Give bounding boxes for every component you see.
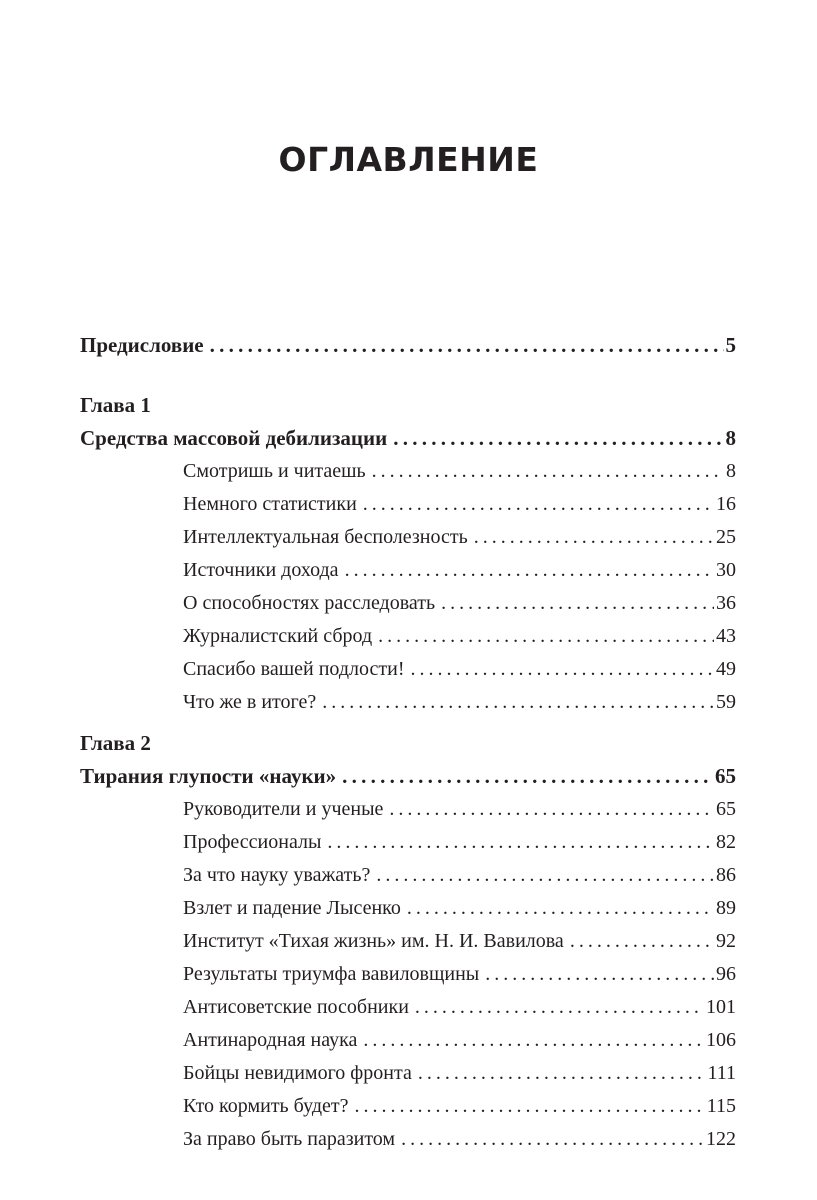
entry-page: 59: [716, 691, 736, 713]
entry-page: 43: [716, 625, 736, 647]
dot-leader: [372, 455, 724, 488]
entry-title: Институт «Тихая жизнь» им. Н. И. Вавилова: [183, 930, 564, 952]
dot-leader: [389, 793, 714, 826]
toc-entry-section[interactable]: [80, 826, 736, 859]
dot-leader: [410, 653, 714, 686]
dot-leader: [345, 554, 714, 587]
entry-title: Немного статистики: [183, 493, 357, 515]
entry-title: Смотришь и читаешь: [183, 460, 366, 482]
toc-entry-preface[interactable]: [80, 329, 736, 362]
table-of-contents: [80, 329, 736, 1156]
entry-page: 86: [716, 864, 736, 886]
entry-title: Тирания глупости «науки»: [80, 764, 337, 788]
dot-leader: [363, 1024, 704, 1057]
entry-title: Журналистский сброд: [183, 625, 373, 647]
dot-leader: [407, 892, 714, 925]
entry-page: 16: [716, 493, 736, 515]
dot-leader: [401, 1123, 704, 1156]
dot-leader: [570, 925, 714, 958]
entry-title: Взлет и падение Лысенко: [183, 897, 401, 919]
toc-entry-section[interactable]: [80, 1057, 736, 1090]
dot-leader: [376, 859, 714, 892]
toc-entry-section[interactable]: [80, 991, 736, 1024]
dot-leader: [441, 587, 714, 620]
toc-entry-section[interactable]: [80, 521, 736, 554]
dot-leader: [322, 686, 714, 719]
entry-page: 49: [716, 658, 736, 680]
entry-title: Что же в итоге?: [183, 691, 317, 713]
entry-page: 30: [716, 559, 736, 581]
toc-entry-section[interactable]: [80, 455, 736, 488]
dot-leader: [474, 521, 714, 554]
toc-entry-section[interactable]: [80, 793, 736, 826]
entry-title: Профессионалы: [183, 831, 322, 853]
toc-entry-section[interactable]: [80, 925, 736, 958]
entry-title: Кто кормить будет?: [183, 1095, 349, 1117]
dot-leader: [485, 958, 714, 991]
entry-title: Антинародная наука: [183, 1029, 358, 1051]
toc-entry-section[interactable]: [80, 653, 736, 686]
dot-leader: [415, 991, 704, 1024]
toc-entry-chapter[interactable]: [80, 422, 736, 455]
dot-leader: [210, 329, 724, 362]
entry-page: 8: [725, 426, 736, 450]
entry-page: 89: [716, 897, 736, 919]
dot-leader: [418, 1057, 706, 1090]
toc-entry-section[interactable]: [80, 1090, 736, 1123]
entry-page: 65: [716, 798, 736, 820]
toc-entry-section[interactable]: [80, 1123, 736, 1156]
toc-entry-section[interactable]: [80, 859, 736, 892]
toc-entry-section[interactable]: [80, 1024, 736, 1057]
entry-title: Источники дохода: [183, 559, 339, 581]
entry-title: Антисоветские пособники: [183, 996, 409, 1018]
page-title: ОГЛАВЛЕНИЕ: [278, 140, 539, 179]
entry-title: Спасибо вашей подлости!: [183, 658, 405, 680]
toc-entry-section[interactable]: [80, 488, 736, 521]
toc-entry-section[interactable]: [80, 587, 736, 620]
entry-page: 106: [706, 1029, 736, 1051]
dot-leader: [363, 488, 714, 521]
dot-leader: [378, 620, 714, 653]
entry-page: 101: [706, 996, 736, 1018]
entry-title: Интеллектуальная бесполезность: [183, 526, 468, 548]
chapter-label: Глава 2: [80, 731, 151, 755]
toc-entry-section[interactable]: [80, 554, 736, 587]
entry-title: Средства массовой дебилизации: [80, 426, 388, 450]
dot-leader: [393, 422, 723, 455]
entry-page: 65: [715, 764, 736, 788]
entry-page: 8: [726, 460, 736, 482]
entry-page: 25: [716, 526, 736, 548]
entry-title: За что науку уважать?: [183, 864, 371, 886]
entry-title: За право быть паразитом: [183, 1128, 396, 1150]
toc-entry-section[interactable]: [80, 892, 736, 925]
entry-page: 96: [716, 963, 736, 985]
dot-leader: [342, 760, 713, 793]
entry-title: Руководители и ученые: [183, 798, 384, 820]
toc-entry-section[interactable]: [80, 686, 736, 719]
entry-title: Результаты триумфа вавиловщины: [183, 963, 480, 985]
entry-title: О способностях расследовать: [183, 592, 436, 614]
entry-page: 92: [716, 930, 736, 952]
dot-leader: [355, 1090, 705, 1123]
toc-entry-section[interactable]: [80, 958, 736, 991]
entry-page: 122: [706, 1128, 736, 1150]
chapter-label: Глава 1: [80, 393, 151, 417]
toc-entry-chapter[interactable]: [80, 760, 736, 793]
dot-leader: [327, 826, 714, 859]
entry-page: 111: [707, 1062, 736, 1084]
entry-page: 115: [706, 1095, 736, 1117]
entry-page: 82: [716, 831, 736, 853]
entry-page: 36: [716, 592, 736, 614]
entry-title: Предисловие: [80, 333, 204, 357]
entry-page: 5: [725, 333, 736, 357]
entry-title: Бойцы невидимого фронта: [183, 1062, 412, 1084]
toc-entry-section[interactable]: [80, 620, 736, 653]
